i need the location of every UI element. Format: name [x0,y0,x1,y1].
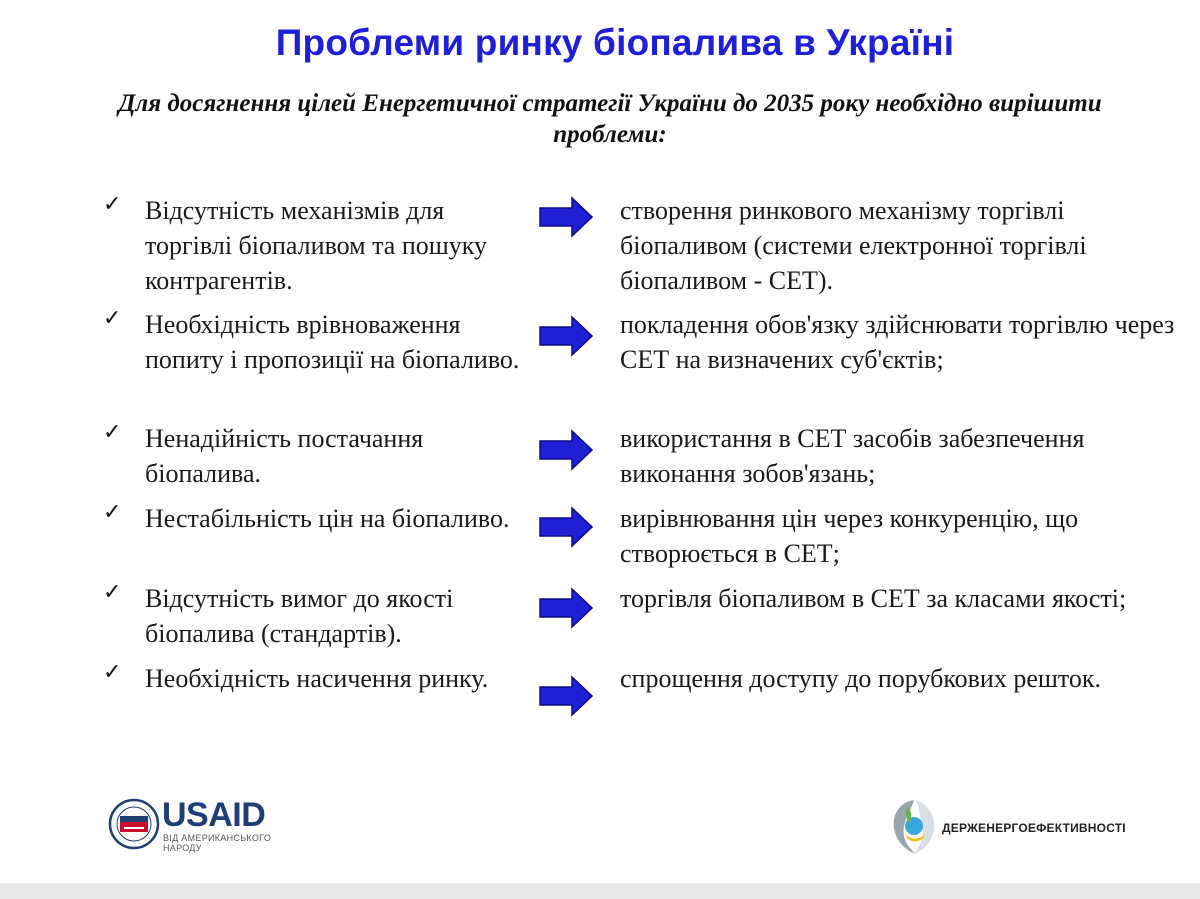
solution-text: покладення обов'язку здійснювати торгівлю через СЕТ на визначених суб'єктів; [620,310,1175,374]
problem-text: Ненадійність постачання біопалива. [145,424,424,488]
slide-subtitle: Для досягнення цілей Енергетичної стратегії України до 2035 року необхідно вирішити проблеми: [118,90,1102,148]
solution-text: використання в СЕТ засобів забезпечення виконання зобов'язань; [620,424,1085,488]
usaid-seal-icon [108,798,160,850]
problem-text: Необхідність врівноваження попиту і пропозиції на біопаливо. [145,310,520,374]
problem-text: Відсутність механізмів для торгівлі біопаливом та пошуку контрагентів. [145,196,488,295]
checkmark-icon: ✓ [103,660,122,685]
problem-text: Необхідність насичення ринку. [145,664,489,693]
agency-wordmark: ДЕРЖЕНЕРГОЕФЕКТИВНОСТІ [942,821,1126,835]
solution-text: торгівля біопаливом в СЕТ за класами якості; [620,584,1127,613]
solution-text: вирівнювання цін через конкуренцію, що створюється в СЕТ; [620,504,1079,568]
checkmark-icon: ✓ [103,580,122,605]
usaid-logo [108,796,288,856]
right-arrow-icon [538,587,594,629]
usaid-wordmark: USAID [162,796,266,834]
right-arrow-icon [538,506,594,548]
right-arrow-icon [538,429,594,471]
checkmark-icon: ✓ [103,192,122,217]
usaid-tagline: ВІД АМЕРИКАНСЬКОГО НАРОДУ [163,833,272,853]
problem-text: Нестабільність цін на біопаливо. [145,504,510,533]
checkmark-icon: ✓ [103,500,122,525]
checkmark-icon: ✓ [103,420,122,445]
right-arrow-icon [538,196,594,238]
checkmark-icon: ✓ [103,306,122,331]
right-arrow-icon [538,315,594,357]
problem-text: Відсутність вимог до якості біопалива (стандартів). [145,584,454,648]
right-arrow-icon [538,675,594,717]
bottom-strip [0,883,1200,899]
agency-logo [890,796,1150,860]
agency-emblem-icon [890,796,938,858]
solution-text: спрощення доступу до порубкових решток. [620,664,1102,693]
slide-title: Проблеми ринку біопалива в Україні [275,22,955,63]
solution-text: створення ринкового механізму торгівлі біопаливом (системи електронної торгівлі біопаливом - СЕТ). [620,196,1087,295]
